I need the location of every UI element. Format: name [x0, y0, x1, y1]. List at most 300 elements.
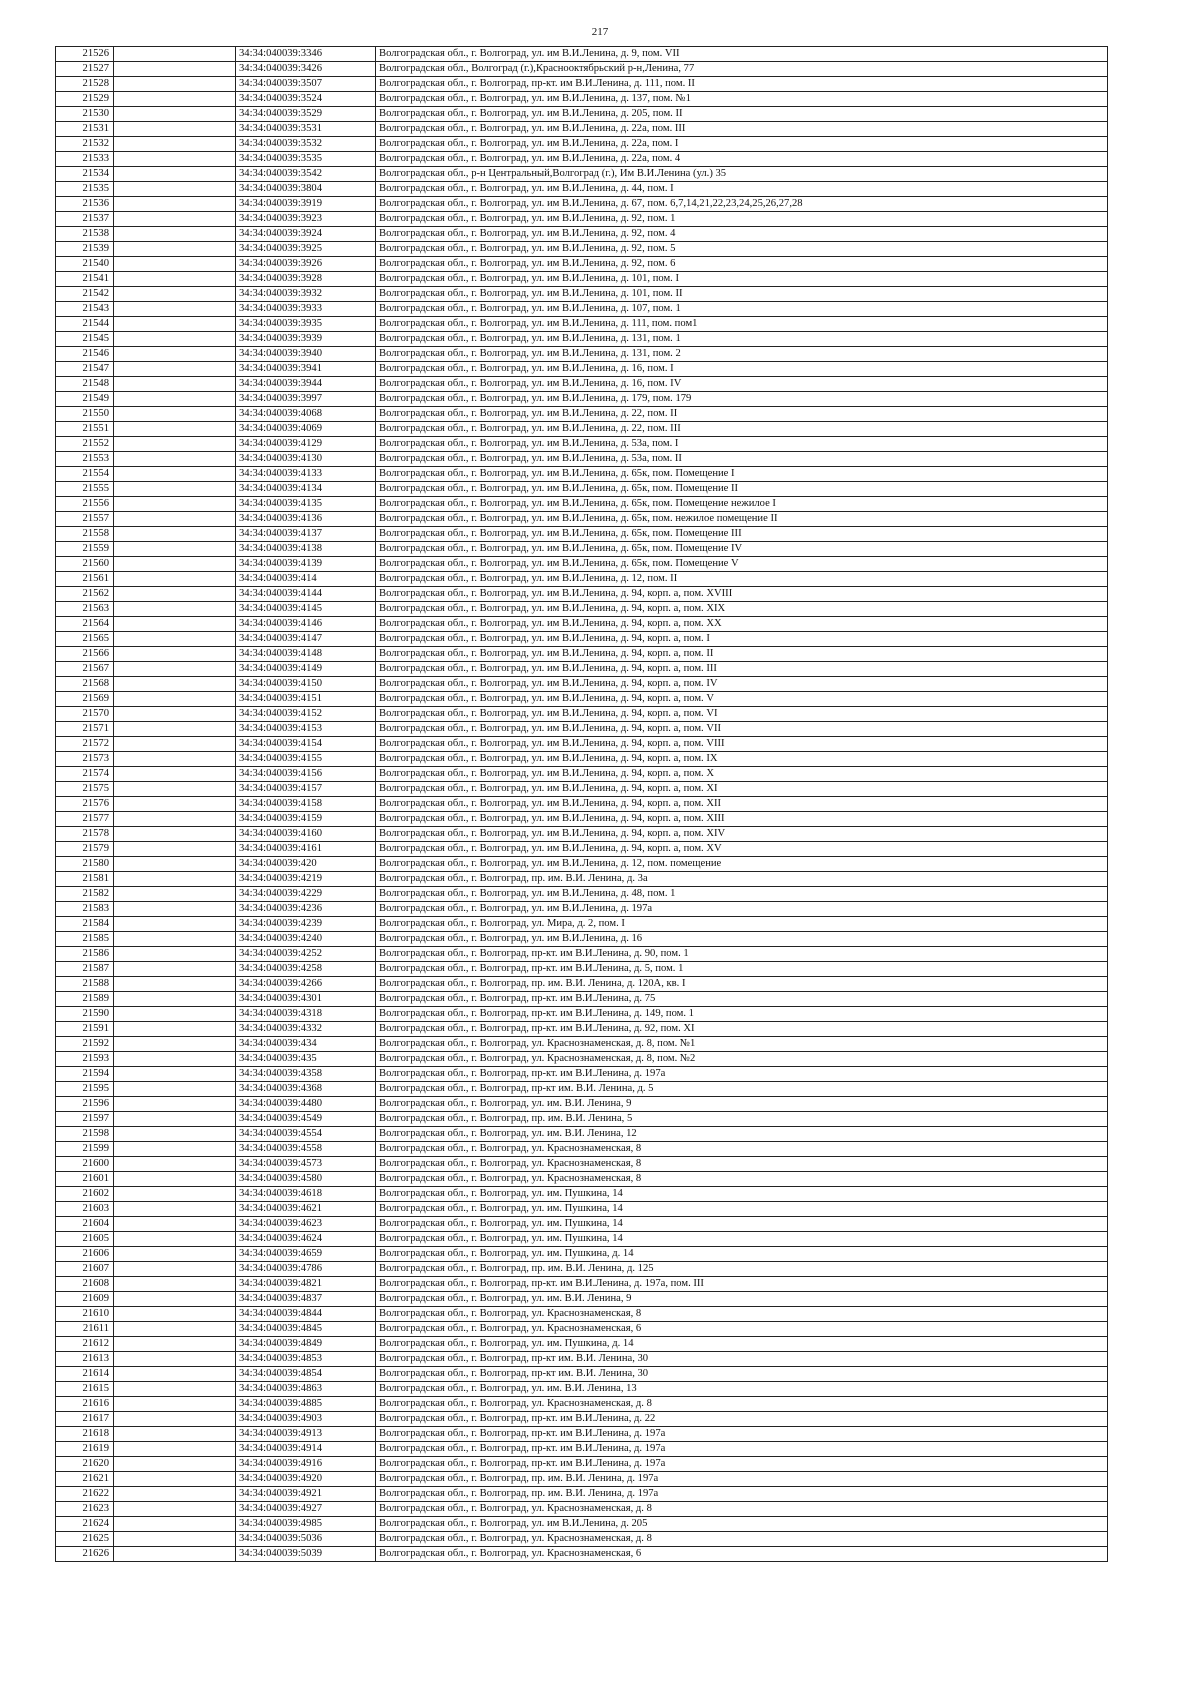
- row-number: 21624: [56, 1517, 114, 1532]
- row-number: 21558: [56, 527, 114, 542]
- table-row: [56, 392, 1108, 407]
- row-number: 21567: [56, 662, 114, 677]
- empty-cell: [114, 602, 236, 617]
- empty-cell: [114, 1217, 236, 1232]
- cadastral-number: 34:34:040039:4144: [236, 587, 376, 602]
- row-number: 21611: [56, 1322, 114, 1337]
- empty-cell: [114, 1442, 236, 1457]
- address: Волгоградская обл., г. Волгоград, ул. им В.И.Ленина, д. 94, корп. а, пом. XII: [376, 797, 1108, 812]
- table-row: [56, 617, 1108, 632]
- table-row: [56, 632, 1108, 647]
- row-number: 21540: [56, 257, 114, 272]
- address: Волгоградская обл., г. Волгоград, ул. им В.И.Ленина, д. 65к, пом. Помещение IV: [376, 542, 1108, 557]
- table-row: [56, 1172, 1108, 1187]
- table-row: [56, 1247, 1108, 1262]
- table-row: [56, 182, 1108, 197]
- address: Волгоградская обл., г. Волгоград, ул. им В.И.Ленина, д. 94, корп. а, пом. XIV: [376, 827, 1108, 842]
- address: Волгоградская обл., г. Волгоград, ул. Краснознаменская, д. 8: [376, 1502, 1108, 1517]
- row-number: 21551: [56, 422, 114, 437]
- address: Волгоградская обл., г. Волгоград, ул. Краснознаменская, 8: [376, 1157, 1108, 1172]
- empty-cell: [114, 62, 236, 77]
- empty-cell: [114, 857, 236, 872]
- address: Волгоградская обл., г. Волгоград, ул. им В.И.Ленина, д. 94, корп. а, пом. VI: [376, 707, 1108, 722]
- address: Волгоградская обл., г. Волгоград, ул. им В.И.Ленина, д. 53а, пом. I: [376, 437, 1108, 452]
- cadastral-number: 34:34:040039:4266: [236, 977, 376, 992]
- empty-cell: [114, 227, 236, 242]
- cadastral-number: 34:34:040039:4621: [236, 1202, 376, 1217]
- table-row: [56, 437, 1108, 452]
- empty-cell: [114, 797, 236, 812]
- cadastral-number: 34:34:040039:3426: [236, 62, 376, 77]
- cadastral-number: 34:34:040039:4916: [236, 1457, 376, 1472]
- empty-cell: [114, 1322, 236, 1337]
- table-row: [56, 842, 1108, 857]
- table-row: [56, 602, 1108, 617]
- address: Волгоградская обл., г. Волгоград, ул. им. Пушкина, 14: [376, 1232, 1108, 1247]
- table-row: [56, 917, 1108, 932]
- table-row: [56, 587, 1108, 602]
- table-row: [56, 1067, 1108, 1082]
- row-number: 21580: [56, 857, 114, 872]
- address: Волгоградская обл., г. Волгоград, ул. им В.И.Ленина, д. 94, корп. а, пом. IV: [376, 677, 1108, 692]
- table-row: [56, 1082, 1108, 1097]
- empty-cell: [114, 947, 236, 962]
- address: Волгоградская обл., г. Волгоград, пр-кт им. В.И. Ленина, 30: [376, 1367, 1108, 1382]
- table-row: [56, 317, 1108, 332]
- table-row: [56, 47, 1108, 62]
- row-number: 21595: [56, 1082, 114, 1097]
- table-row: [56, 272, 1108, 287]
- address: Волгоградская обл., г. Волгоград, пр-кт. им В.И.Ленина, д. 197а: [376, 1067, 1108, 1082]
- table-row: [56, 1112, 1108, 1127]
- empty-cell: [114, 722, 236, 737]
- row-number: 21576: [56, 797, 114, 812]
- empty-cell: [114, 122, 236, 137]
- row-number: 21589: [56, 992, 114, 1007]
- cadastral-number: 34:34:040039:4318: [236, 1007, 376, 1022]
- empty-cell: [114, 212, 236, 227]
- address: Волгоградская обл., г. Волгоград, ул. им В.И.Ленина, д. 22, пом. III: [376, 422, 1108, 437]
- row-number: 21605: [56, 1232, 114, 1247]
- cadastral-number: 34:34:040039:4129: [236, 437, 376, 452]
- row-number: 21545: [56, 332, 114, 347]
- empty-cell: [114, 47, 236, 62]
- table-row: [56, 497, 1108, 512]
- cadastral-number: 34:34:040039:4549: [236, 1112, 376, 1127]
- empty-cell: [114, 257, 236, 272]
- address: Волгоградская обл., г. Волгоград, пр-кт. им В.И.Ленина, д. 111, пом. II: [376, 77, 1108, 92]
- row-number: 21547: [56, 362, 114, 377]
- address: Волгоградская обл., г. Волгоград, ул. им В.И.Ленина, д. 94, корп. а, пом. II: [376, 647, 1108, 662]
- empty-cell: [114, 782, 236, 797]
- table-row: [56, 692, 1108, 707]
- empty-cell: [114, 1307, 236, 1322]
- cadastral-number: 34:34:040039:4138: [236, 542, 376, 557]
- row-number: 21609: [56, 1292, 114, 1307]
- table-row: [56, 212, 1108, 227]
- cadastral-number: 34:34:040039:3346: [236, 47, 376, 62]
- address: Волгоградская обл., г. Волгоград, пр-кт им. В.И. Ленина, д. 5: [376, 1082, 1108, 1097]
- table-row: [56, 1427, 1108, 1442]
- cadastral-number: 34:34:040039:3535: [236, 152, 376, 167]
- row-number: 21613: [56, 1352, 114, 1367]
- address: Волгоградская обл., г. Волгоград, ул. им В.И.Ленина, д. 92, пом. 1: [376, 212, 1108, 227]
- cadastral-number: 34:34:040039:3531: [236, 122, 376, 137]
- row-number: 21534: [56, 167, 114, 182]
- table-row: [56, 557, 1108, 572]
- cadastral-number: 34:34:040039:3941: [236, 362, 376, 377]
- cadastral-number: 34:34:040039:4219: [236, 872, 376, 887]
- cadastral-number: 34:34:040039:5036: [236, 1532, 376, 1547]
- row-number: 21597: [56, 1112, 114, 1127]
- empty-cell: [114, 887, 236, 902]
- cadastral-number: 34:34:040039:4920: [236, 1472, 376, 1487]
- table-row: [56, 992, 1108, 1007]
- cadastral-number: 34:34:040039:4821: [236, 1277, 376, 1292]
- table-row: [56, 167, 1108, 182]
- address: Волгоградская обл., г. Волгоград, ул. им В.И.Ленина, д. 22а, пом. I: [376, 137, 1108, 152]
- empty-cell: [114, 932, 236, 947]
- empty-cell: [114, 1037, 236, 1052]
- empty-cell: [114, 137, 236, 152]
- table-row: [56, 512, 1108, 527]
- empty-cell: [114, 1112, 236, 1127]
- table-row: [56, 797, 1108, 812]
- row-number: 21620: [56, 1457, 114, 1472]
- table-row: [56, 1292, 1108, 1307]
- empty-cell: [114, 827, 236, 842]
- address: Волгоградская обл., г. Волгоград, ул. им. Пушкина, д. 14: [376, 1337, 1108, 1352]
- row-number: 21599: [56, 1142, 114, 1157]
- empty-cell: [114, 77, 236, 92]
- address: Волгоградская обл., г. Волгоград, ул. им. Пушкина, 14: [376, 1187, 1108, 1202]
- cadastral-number: 34:34:040039:4139: [236, 557, 376, 572]
- address: Волгоградская обл., г. Волгоград, ул. им В.И.Ленина, д. 92, пом. 5: [376, 242, 1108, 257]
- row-number: 21533: [56, 152, 114, 167]
- address: Волгоградская обл., г. Волгоград, ул. им. Пушкина, 14: [376, 1217, 1108, 1232]
- address: Волгоградская обл., г. Волгоград, ул. им В.И.Ленина, д. 65к, пом. нежилое помещение II: [376, 512, 1108, 527]
- row-number: 21601: [56, 1172, 114, 1187]
- empty-cell: [114, 1412, 236, 1427]
- address: Волгоградская обл., г. Волгоград, ул. им В.И.Ленина, д. 12, пом. помещение: [376, 857, 1108, 872]
- address: Волгоградская обл., г. Волгоград, ул. им В.И.Ленина, д. 16, пом. I: [376, 362, 1108, 377]
- table-row: [56, 662, 1108, 677]
- cadastral-number: 34:34:040039:4480: [236, 1097, 376, 1112]
- address: Волгоградская обл., г. Волгоград, ул. им. В.И. Ленина, 9: [376, 1292, 1108, 1307]
- empty-cell: [114, 167, 236, 182]
- row-number: 21616: [56, 1397, 114, 1412]
- row-number: 21575: [56, 782, 114, 797]
- empty-cell: [114, 407, 236, 422]
- empty-cell: [114, 452, 236, 467]
- row-number: 21530: [56, 107, 114, 122]
- row-number: 21542: [56, 287, 114, 302]
- table-row: [56, 722, 1108, 737]
- table-row: [56, 857, 1108, 872]
- row-number: 21539: [56, 242, 114, 257]
- cadastral-number: 34:34:040039:5039: [236, 1547, 376, 1562]
- row-number: 21626: [56, 1547, 114, 1562]
- table-row: [56, 947, 1108, 962]
- row-number: 21568: [56, 677, 114, 692]
- row-number: 21528: [56, 77, 114, 92]
- table-row: [56, 482, 1108, 497]
- cadastral-number: 34:34:040039:3939: [236, 332, 376, 347]
- empty-cell: [114, 542, 236, 557]
- address: Волгоградская обл., г. Волгоград, ул. им В.И.Ленина, д. 22, пом. II: [376, 407, 1108, 422]
- table-row: [56, 407, 1108, 422]
- address: Волгоградская обл., г. Волгоград, ул. Краснознаменская, 6: [376, 1547, 1108, 1562]
- cadastral-number: 34:34:040039:4913: [236, 1427, 376, 1442]
- address: Волгоградская обл., р-н Центральный,Волгоград (г.), Им В.И.Ленина (ул.) 35: [376, 167, 1108, 182]
- cadastral-number: 34:34:040039:4130: [236, 452, 376, 467]
- table-row: [56, 1217, 1108, 1232]
- cadastral-number: 34:34:040039:4885: [236, 1397, 376, 1412]
- table-row: [56, 1517, 1108, 1532]
- cadastral-number: 34:34:040039:3932: [236, 287, 376, 302]
- empty-cell: [114, 647, 236, 662]
- address: Волгоградская обл., г. Волгоград, пр-кт. им В.И.Ленина, д. 75: [376, 992, 1108, 1007]
- address: Волгоградская обл., г. Волгоград, пр-кт. им В.И.Ленина, д. 92, пом. XI: [376, 1022, 1108, 1037]
- empty-cell: [114, 677, 236, 692]
- cadastral-number: 34:34:040039:4558: [236, 1142, 376, 1157]
- address: Волгоградская обл., г. Волгоград, ул. им В.И.Ленина, д. 44, пом. I: [376, 182, 1108, 197]
- table-row: [56, 1397, 1108, 1412]
- cadastral-number: 34:34:040039:3532: [236, 137, 376, 152]
- address: Волгоградская обл., г. Волгоград, ул. им. В.И. Ленина, 13: [376, 1382, 1108, 1397]
- row-number: 21570: [56, 707, 114, 722]
- cadastral-number: 34:34:040039:3507: [236, 77, 376, 92]
- empty-cell: [114, 1292, 236, 1307]
- cadastral-number: 34:34:040039:3542: [236, 167, 376, 182]
- empty-cell: [114, 1052, 236, 1067]
- address: Волгоградская обл., г. Волгоград, пр. им. В.И. Ленина, 5: [376, 1112, 1108, 1127]
- address: Волгоградская обл., Волгоград (г.),Краснооктябрьский р-н,Ленина, 77: [376, 62, 1108, 77]
- empty-cell: [114, 1472, 236, 1487]
- cadastral-number: 34:34:040039:4258: [236, 962, 376, 977]
- address: Волгоградская обл., г. Волгоград, ул. им. В.И. Ленина, 12: [376, 1127, 1108, 1142]
- address: Волгоградская обл., г. Волгоград, ул. им В.И.Ленина, д. 92, пом. 6: [376, 257, 1108, 272]
- cadastral-number: 34:34:040039:4837: [236, 1292, 376, 1307]
- row-number: 21529: [56, 92, 114, 107]
- row-number: 21552: [56, 437, 114, 452]
- address: Волгоградская обл., г. Волгоград, ул. им В.И.Ленина, д. 94, корп. а, пом. VIII: [376, 737, 1108, 752]
- empty-cell: [114, 287, 236, 302]
- row-number: 21603: [56, 1202, 114, 1217]
- address: Волгоградская обл., г. Волгоград, ул. им В.И.Ленина, д. 137, пом. №1: [376, 92, 1108, 107]
- table-row: [56, 347, 1108, 362]
- address: Волгоградская обл., г. Волгоград, ул. им В.И.Ленина, д. 22а, пом. III: [376, 122, 1108, 137]
- table-row: [56, 887, 1108, 902]
- cadastral-number: 34:34:040039:4903: [236, 1412, 376, 1427]
- empty-cell: [114, 527, 236, 542]
- address: Волгоградская обл., г. Волгоград, пр-кт им. В.И. Ленина, 30: [376, 1352, 1108, 1367]
- cadastral-number: 34:34:040039:4147: [236, 632, 376, 647]
- row-number: 21596: [56, 1097, 114, 1112]
- table-row: [56, 1412, 1108, 1427]
- cadastral-number: 34:34:040039:3944: [236, 377, 376, 392]
- address: Волгоградская обл., г. Волгоград, ул. им В.И.Ленина, д. 94, корп. а, пом. IX: [376, 752, 1108, 767]
- empty-cell: [114, 977, 236, 992]
- address: Волгоградская обл., г. Волгоград, ул. им. Пушкина, д. 14: [376, 1247, 1108, 1262]
- cadastral-number: 34:34:040039:3925: [236, 242, 376, 257]
- row-number: 21543: [56, 302, 114, 317]
- address: Волгоградская обл., г. Волгоград, ул. им В.И.Ленина, д. 179, пом. 179: [376, 392, 1108, 407]
- row-number: 21563: [56, 602, 114, 617]
- cadastral-number: 34:34:040039:3940: [236, 347, 376, 362]
- empty-cell: [114, 1127, 236, 1142]
- row-number: 21608: [56, 1277, 114, 1292]
- empty-cell: [114, 482, 236, 497]
- address: Волгоградская обл., г. Волгоград, ул. Краснознаменская, д. 8: [376, 1532, 1108, 1547]
- cadastral-number: 34:34:040039:3924: [236, 227, 376, 242]
- table-row: [56, 1457, 1108, 1472]
- empty-cell: [114, 497, 236, 512]
- empty-cell: [114, 437, 236, 452]
- table-row: [56, 1262, 1108, 1277]
- cadastral-number: 34:34:040039:4863: [236, 1382, 376, 1397]
- table-row: [56, 1532, 1108, 1547]
- empty-cell: [114, 557, 236, 572]
- address: Волгоградская обл., г. Волгоград, ул. им В.И.Ленина, д. 12, пом. II: [376, 572, 1108, 587]
- row-number: 21537: [56, 212, 114, 227]
- empty-cell: [114, 1337, 236, 1352]
- table-row: [56, 1202, 1108, 1217]
- address: Волгоградская обл., г. Волгоград, пр-кт. им В.И.Ленина, д. 197а: [376, 1427, 1108, 1442]
- cadastral-number: 34:34:040039:3933: [236, 302, 376, 317]
- cadastral-number: 34:34:040039:4618: [236, 1187, 376, 1202]
- address: Волгоградская обл., г. Волгоград, ул. им В.И.Ленина, д. 101, пом. I: [376, 272, 1108, 287]
- row-number: 21581: [56, 872, 114, 887]
- table-row: [56, 467, 1108, 482]
- cadastral-number: 34:34:040039:4854: [236, 1367, 376, 1382]
- empty-cell: [114, 692, 236, 707]
- empty-cell: [114, 632, 236, 647]
- row-number: 21579: [56, 842, 114, 857]
- table-row: [56, 137, 1108, 152]
- cadastral-number: 34:34:040039:4985: [236, 1517, 376, 1532]
- address: Волгоградская обл., г. Волгоград, ул. им В.И.Ленина, д. 65к, пом. Помещение V: [376, 557, 1108, 572]
- table-row: [56, 1367, 1108, 1382]
- empty-cell: [114, 1007, 236, 1022]
- address: Волгоградская обл., г. Волгоград, ул. им В.И.Ленина, д. 111, пом. пом1: [376, 317, 1108, 332]
- empty-cell: [114, 392, 236, 407]
- cadastral-number: 34:34:040039:4332: [236, 1022, 376, 1037]
- table-row: [56, 332, 1108, 347]
- cadastral-number: 34:34:040039:4853: [236, 1352, 376, 1367]
- empty-cell: [114, 362, 236, 377]
- cadastral-number: 34:34:040039:3935: [236, 317, 376, 332]
- cadastral-number: 34:34:040039:3524: [236, 92, 376, 107]
- table-row: [56, 707, 1108, 722]
- row-number: 21577: [56, 812, 114, 827]
- row-number: 21573: [56, 752, 114, 767]
- empty-cell: [114, 872, 236, 887]
- table-row: [56, 767, 1108, 782]
- table-row: [56, 227, 1108, 242]
- address: Волгоградская обл., г. Волгоград, ул. им В.И.Ленина, д. 205: [376, 1517, 1108, 1532]
- table-row: [56, 1037, 1108, 1052]
- cadastral-number: 34:34:040039:4239: [236, 917, 376, 932]
- cadastral-number: 34:34:040039:4153: [236, 722, 376, 737]
- address: Волгоградская обл., г. Волгоград, ул. им В.И.Ленина, д. 101, пом. II: [376, 287, 1108, 302]
- row-number: 21526: [56, 47, 114, 62]
- cadastral-number: 34:34:040039:3919: [236, 197, 376, 212]
- table-row: [56, 92, 1108, 107]
- cadastral-number: 34:34:040039:3529: [236, 107, 376, 122]
- register-table: [55, 46, 1108, 1562]
- cadastral-number: 34:34:040039:435: [236, 1052, 376, 1067]
- cadastral-number: 34:34:040039:3997: [236, 392, 376, 407]
- table-row: [56, 1187, 1108, 1202]
- cadastral-number: 34:34:040039:420: [236, 857, 376, 872]
- empty-cell: [114, 347, 236, 362]
- cadastral-number: 34:34:040039:4068: [236, 407, 376, 422]
- address: Волгоградская обл., г. Волгоград, пр. им. В.И. Ленина, д. 197а: [376, 1487, 1108, 1502]
- cadastral-number: 34:34:040039:4158: [236, 797, 376, 812]
- row-number: 21541: [56, 272, 114, 287]
- table-row: [56, 1097, 1108, 1112]
- empty-cell: [114, 1502, 236, 1517]
- table-row: [56, 677, 1108, 692]
- row-number: 21587: [56, 962, 114, 977]
- row-number: 21553: [56, 452, 114, 467]
- cadastral-number: 34:34:040039:4135: [236, 497, 376, 512]
- row-number: 21594: [56, 1067, 114, 1082]
- empty-cell: [114, 902, 236, 917]
- row-number: 21602: [56, 1187, 114, 1202]
- table-row: [56, 452, 1108, 467]
- row-number: 21527: [56, 62, 114, 77]
- table-row: [56, 1022, 1108, 1037]
- empty-cell: [114, 1397, 236, 1412]
- address: Волгоградская обл., г. Волгоград, ул. Краснознаменская, 8: [376, 1307, 1108, 1322]
- row-number: 21538: [56, 227, 114, 242]
- cadastral-number: 34:34:040039:4845: [236, 1322, 376, 1337]
- table-row: [56, 1487, 1108, 1502]
- address: Волгоградская обл., г. Волгоград, пр. им. В.И. Ленина, д. 120А, кв. I: [376, 977, 1108, 992]
- empty-cell: [114, 1022, 236, 1037]
- cadastral-number: 34:34:040039:4152: [236, 707, 376, 722]
- empty-cell: [114, 572, 236, 587]
- cadastral-number: 34:34:040039:4786: [236, 1262, 376, 1277]
- row-number: 21569: [56, 692, 114, 707]
- row-number: 21565: [56, 632, 114, 647]
- address: Волгоградская обл., г. Волгоград, пр-кт. им В.И.Ленина, д. 197а, пом. III: [376, 1277, 1108, 1292]
- row-number: 21615: [56, 1382, 114, 1397]
- address: Волгоградская обл., г. Волгоград, ул. им В.И.Ленина, д. 131, пом. 1: [376, 332, 1108, 347]
- row-number: 21610: [56, 1307, 114, 1322]
- address: Волгоградская обл., г. Волгоград, ул. им В.И.Ленина, д. 94, корп. а, пом. XI: [376, 782, 1108, 797]
- cadastral-number: 34:34:040039:4136: [236, 512, 376, 527]
- empty-cell: [114, 1517, 236, 1532]
- empty-cell: [114, 1067, 236, 1082]
- address: Волгоградская обл., г. Волгоград, ул. им В.И.Ленина, д. 94, корп. а, пом. I: [376, 632, 1108, 647]
- address: Волгоградская обл., г. Волгоград, пр-кт. им В.И.Ленина, д. 22: [376, 1412, 1108, 1427]
- table-row: [56, 197, 1108, 212]
- cadastral-number: 34:34:040039:4921: [236, 1487, 376, 1502]
- empty-cell: [114, 1427, 236, 1442]
- address: Волгоградская обл., г. Волгоград, пр-кт. им В.И.Ленина, д. 90, пом. 1: [376, 947, 1108, 962]
- table-row: [56, 1337, 1108, 1352]
- address: Волгоградская обл., г. Волгоград, ул. им В.И.Ленина, д. 94, корп. а, пом. VII: [376, 722, 1108, 737]
- row-number: 21544: [56, 317, 114, 332]
- address: Волгоградская обл., г. Волгоград, ул. Краснознаменская, д. 8, пом. №2: [376, 1052, 1108, 1067]
- empty-cell: [114, 1082, 236, 1097]
- cadastral-number: 34:34:040039:4844: [236, 1307, 376, 1322]
- row-number: 21559: [56, 542, 114, 557]
- address: Волгоградская обл., г. Волгоград, ул. Краснознаменская, 8: [376, 1172, 1108, 1187]
